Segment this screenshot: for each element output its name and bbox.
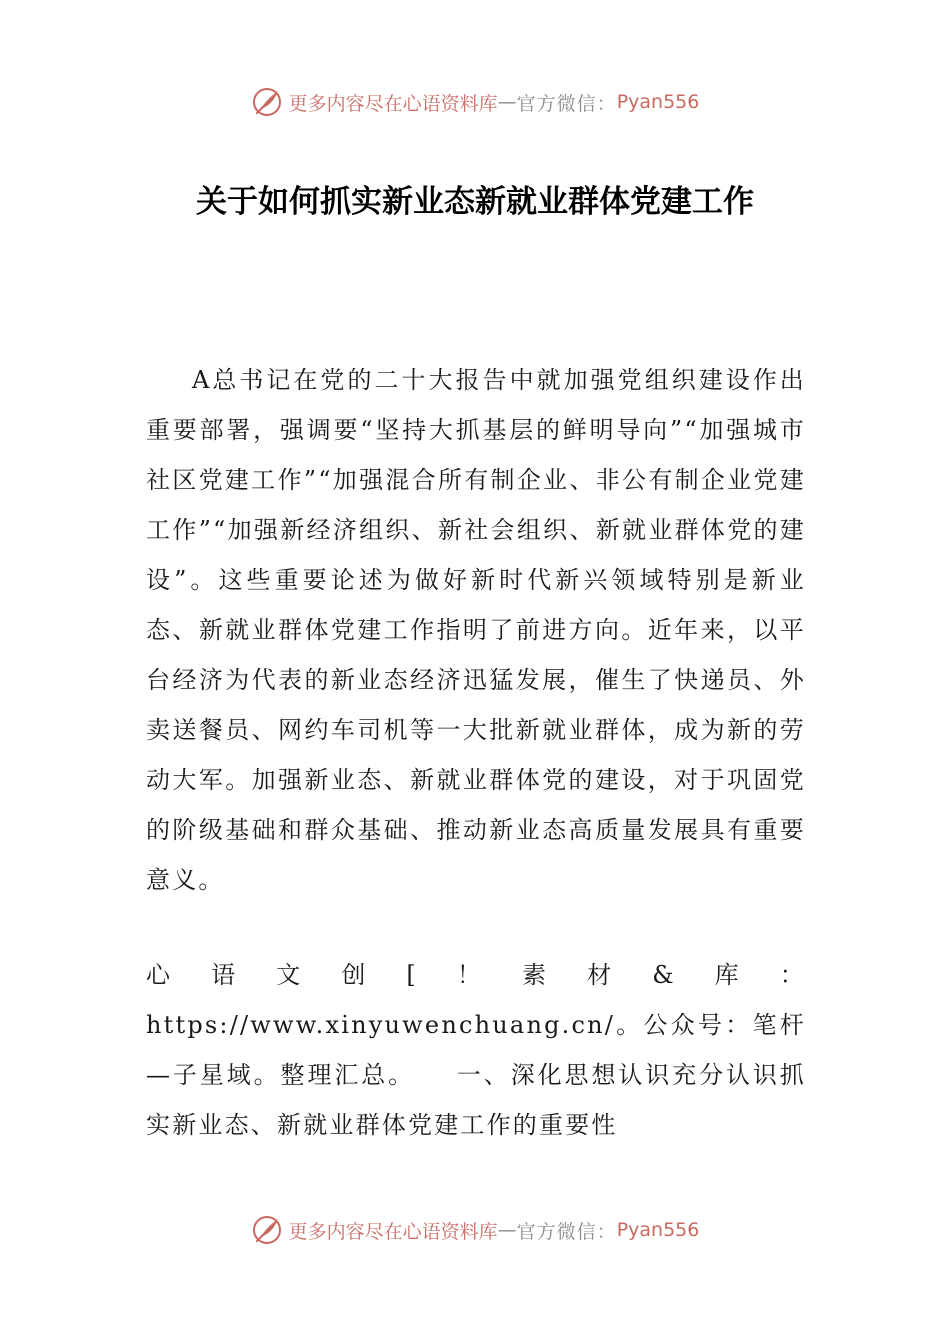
watermark-footer	[0, 1210, 950, 1250]
watermark-header	[0, 82, 950, 122]
document-title: 关于如何抓实新业态新就业群体党建工作	[196, 184, 754, 220]
watermark-text-main: 更多内容尽在心语资料库	[288, 92, 498, 115]
watermark-text-wechat-label: 官方微信：	[516, 92, 617, 115]
watermark-dash: —	[497, 1219, 517, 1241]
feather-pen-logo-icon	[251, 1214, 283, 1246]
watermark-text-wechat-label: 官方微信：	[516, 1220, 617, 1243]
watermark-wechat-id: Pyan556	[616, 1219, 700, 1241]
feather-pen-logo-icon	[251, 86, 283, 118]
body-paragraph-2: 心语文创[！素材&库：https://www.xinyuwenchuang.cn/。公众号：笔杆—子星域。整理汇总。 一、深化思想认识充分认识抓实新业态、新就业群体党建工作的重要性	[146, 961, 806, 1139]
watermark-wechat-id: Pyan556	[616, 91, 700, 113]
watermark-text-main: 更多内容尽在心语资料库	[288, 1220, 498, 1243]
watermark-dash: —	[497, 91, 517, 113]
body-paragraph-1: A总书记在党的二十大报告中就加强党组织建设作出重要部署，强调要“坚持大抓基层的鲜明导向”“加强城市社区党建工作”“加强混合所有制企业、非公有制企业党建工作”“加强新经济组织、新社会组织、新就业群体党的建设”。这些重要论述为做好新时代新兴领域特别是新业态、新就业群体党建工作指明了前进方向。近年来，以平台经济为代表的新业态经济迅猛发展，催生了快递员、外卖送餐员、网约车司机等一大批新就业群体，成为新的劳动大军。加强新业态、新就业群体党的建设，对于巩固党的阶级基础和群众基础、推动新业态高质量发展具有重要意义。	[146, 366, 806, 894]
